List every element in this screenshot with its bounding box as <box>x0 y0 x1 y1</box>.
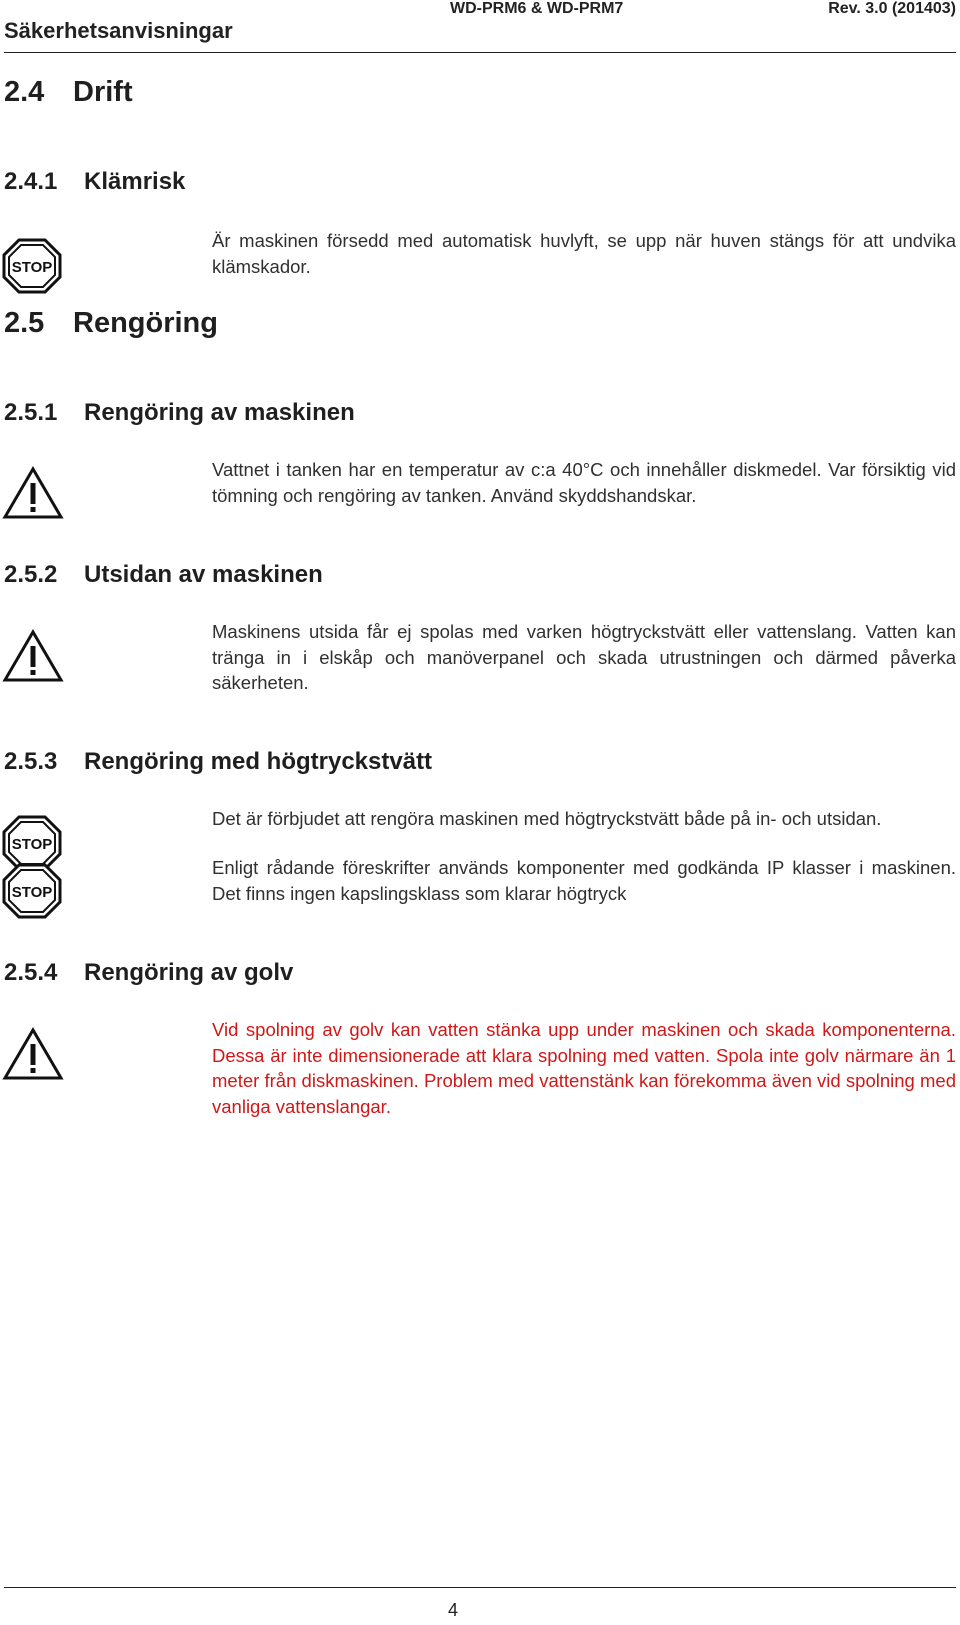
heading-number: 2.5.3 <box>4 748 58 775</box>
heading-title: Utsidan av maskinen <box>84 561 323 588</box>
page-number: 4 <box>448 1600 459 1620</box>
footer-divider <box>4 1587 956 1588</box>
header-revision: Rev. 3.0 (201403) <box>828 0 956 17</box>
heading-title: Klämrisk <box>84 168 186 195</box>
heading-title: Rengöring med högtryckstvätt <box>84 748 433 775</box>
paragraph-2-5-4: Vid spolning av golv kan vatten stänka upp under maskinen och skada komponenterna. Dessa är inte dimensionerade att klara spolning med vatten. Spola inte golv närmare än 1 meter från diskmaskinen. Problem med vattenstänk kan förekomma även vid spolning med vanliga vattenslangar. <box>212 1019 956 1117</box>
paragraph-2-5-1: Vattnet i tanken har en temperatur av c:a 40°C och innehåller diskmedel. Var försiktig vid tömning och rengöring av tanken. Använd skyddshandskar. <box>212 459 956 506</box>
heading-number: 2.4 <box>4 76 45 108</box>
heading-title: Rengöring av golv <box>84 959 294 986</box>
paragraph-2-5-3-a: Det är förbjudet att rengöra maskinen med högtryckstvätt både på in- och utsidan. <box>212 808 882 829</box>
header-section-title: Säkerhetsanvisningar <box>4 18 233 43</box>
heading-title: Drift <box>73 76 133 108</box>
stop-icon <box>2 863 62 924</box>
stop-icon-label: STOP <box>11 259 53 276</box>
stop-icon-label: STOP <box>11 836 53 853</box>
stop-icon <box>2 238 62 299</box>
heading-2-5-2 <box>4 561 323 589</box>
heading-title: Rengöring av maskinen <box>84 399 355 426</box>
paragraph-2-4-1: Är maskinen försedd med automatisk huvlyft, se upp när huven stängs för att undvika klämskador. <box>212 230 956 277</box>
heading-number: 2.5.4 <box>4 959 58 986</box>
warning-icon <box>2 466 64 525</box>
heading-2-4 <box>4 76 133 109</box>
heading-number: 2.4.1 <box>4 168 58 195</box>
stop-icon-label: STOP <box>11 884 53 901</box>
header-divider <box>4 52 956 53</box>
heading-2-5 <box>4 307 218 340</box>
warning-icon <box>2 1027 64 1086</box>
paragraph-2-5-3-b: Enligt rådande föreskrifter används komponenter med godkända IP klasser i maskinen. Det finns ingen kapslingsklass som klarar högtryck <box>212 857 956 904</box>
warning-icon <box>2 629 64 688</box>
heading-2-4-1 <box>4 168 185 196</box>
heading-number: 2.5.2 <box>4 561 58 588</box>
heading-title: Rengöring <box>73 307 218 339</box>
paragraph-2-5-2: Maskinens utsida får ej spolas med varken högtryckstvätt eller vattenslang. Vatten kan tränga in i elskåp och manöverpanel och skada utrustningen och därmed påverka säkerheten. <box>212 621 956 693</box>
heading-2-5-4 <box>4 959 293 987</box>
heading-2-5-3 <box>4 748 432 776</box>
heading-number: 2.5 <box>4 307 45 339</box>
heading-2-5-1 <box>4 399 355 427</box>
heading-number: 2.5.1 <box>4 399 58 426</box>
header-model: WD-PRM6 & WD-PRM7 <box>450 0 624 17</box>
